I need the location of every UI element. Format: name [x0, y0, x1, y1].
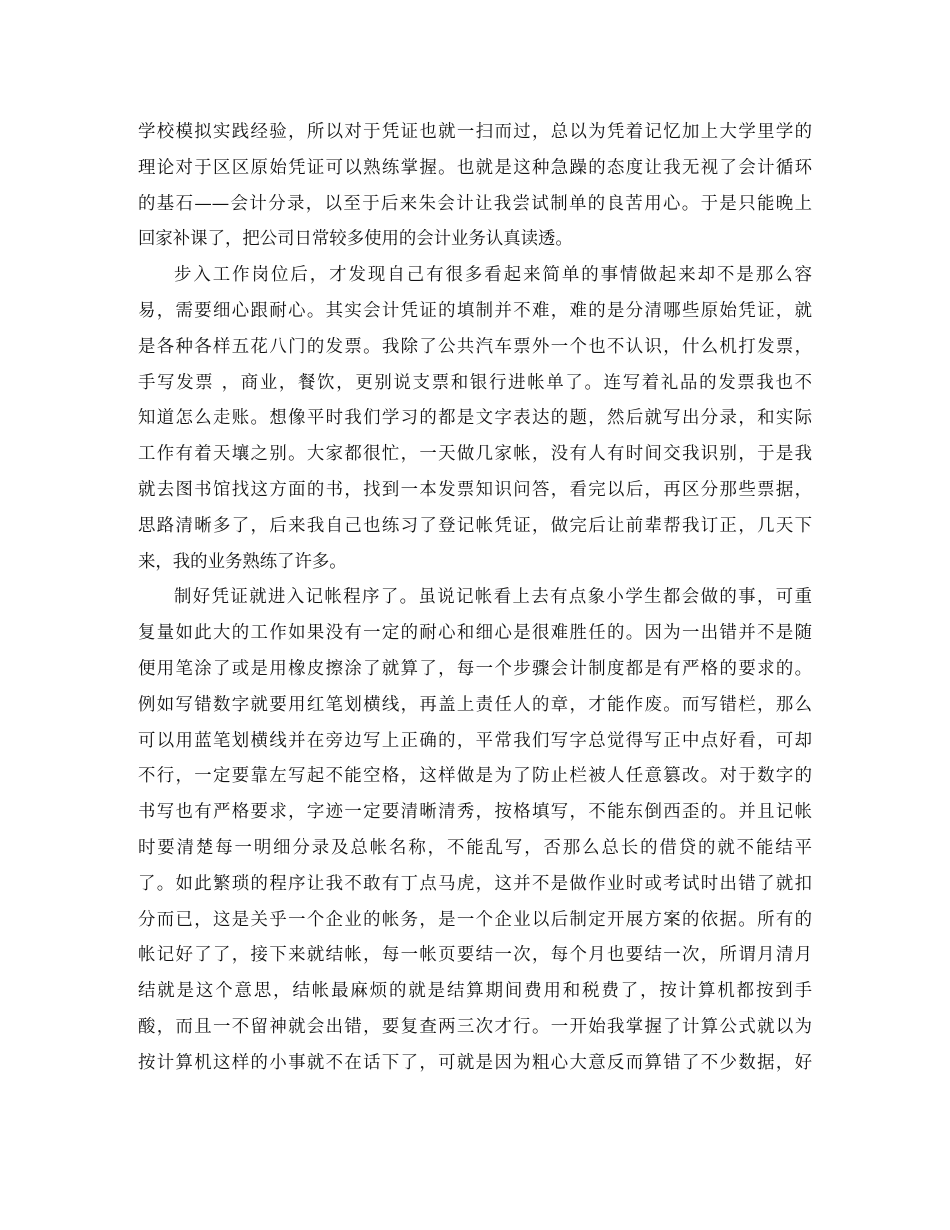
paragraph-2 — [138, 258, 812, 580]
text-line: 酸，而且一不留神就会出错，要复查两三次才行。一开始我掌握了计算公式就以为 — [138, 1016, 812, 1037]
text-line: 例如写错数字就要用红笔划横线，再盖上责任人的章，才能作废。而写错栏，那么 — [138, 694, 812, 715]
text-line: 思路清晰多了，后来我自己也练习了登记帐凭证，做完后让前辈帮我订正，几天下 — [138, 515, 812, 536]
text-line: 步入工作岗位后，才发现自己有很多看起来简单的事情做起来却不是那么容 — [174, 265, 812, 286]
text-line: 理论对于区区原始凭证可以熟练掌握。也就是这种急躁的态度让我无视了会计循环 — [138, 157, 812, 178]
text-line: 制好凭证就进入记帐程序了。虽说记帐看上去有点象小学生都会做的事，可重 — [174, 587, 812, 608]
text-line: 易，需要细心跟耐心。其实会计凭证的填制并不难，难的是分清哪些原始凭证，就 — [138, 300, 812, 321]
text-line: 学校模拟实践经验，所以对于凭证也就一扫而过，总以为凭着记忆加上大学里学的 — [138, 122, 812, 142]
text-line: 了。如此繁琐的程序让我不敢有丁点马虎，这并不是做作业时或考试时出错了就扣 — [138, 873, 812, 894]
text-line: 时要清楚每一明细分录及总帐名称，不能乱写，否那么总长的借贷的就不能结平 — [138, 837, 812, 858]
text-line: 手写发票 ，商业，餐饮，更别说支票和银行进帐单了。连写着礼品的发票我也不 — [138, 372, 812, 393]
text-line: 回家补课了，把公司日常较多使用的会计业务认真读透。 — [138, 229, 573, 250]
text-line: 是各种各样五花八门的发票。我除了公共汽车票外一个也不认识，什么机打发票， — [138, 336, 812, 357]
text-line: 的基石——会计分录，以至于后来朱会计让我尝试制单的良苦用心。于是只能晚上 — [138, 193, 812, 214]
paragraph-1 — [138, 115, 812, 258]
text-line: 知道怎么走账。想像平时我们学习的都是文字表达的题，然后就写出分录，和实际 — [138, 408, 812, 429]
text-line: 帐记好了了，接下来就结帐，每一帐页要结一次，每个月也要结一次，所谓月清月 — [138, 945, 812, 966]
text-line: 按计算机这样的小事就不在话下了，可就是因为粗心大意反而算错了不少数据，好 — [138, 1052, 812, 1073]
text-line: 工作有着天壤之别。大家都很忙，一天做几家帐，没有人有时间交我识别，于是我 — [138, 444, 812, 465]
text-line: 分而已，这是关乎一个企业的帐务，是一个企业以后制定开展方案的依据。所有的 — [138, 909, 812, 930]
document-page — [138, 115, 812, 1082]
paragraph-3 — [138, 580, 812, 1081]
text-line: 结就是这个意思，结帐最麻烦的就是结算期间费用和税费了，按计算机都按到手 — [138, 981, 812, 1002]
text-line: 来，我的业务熟练了许多。 — [138, 551, 347, 572]
text-line: 不行，一定要靠左写起不能空格，这样做是为了防止栏被人任意篡改。对于数字的 — [138, 766, 812, 787]
text-line: 就去图书馆找这方面的书，找到一本发票知识问答，看完以后，再区分那些票据， — [138, 479, 812, 500]
text-line: 复量如此大的工作如果没有一定的耐心和细心是很难胜任的。因为一出错并不是随 — [138, 623, 812, 644]
text-line: 书写也有严格要求，字迹一定要清晰清秀，按格填写，不能东倒西歪的。并且记帐 — [138, 802, 812, 823]
text-line: 便用笔涂了或是用橡皮擦涂了就算了，每一个步骤会计制度都是有严格的要求的。 — [138, 658, 812, 679]
text-line: 可以用蓝笔划横线并在旁边写上正确的，平常我们写字总觉得写正中点好看，可却 — [138, 730, 812, 751]
